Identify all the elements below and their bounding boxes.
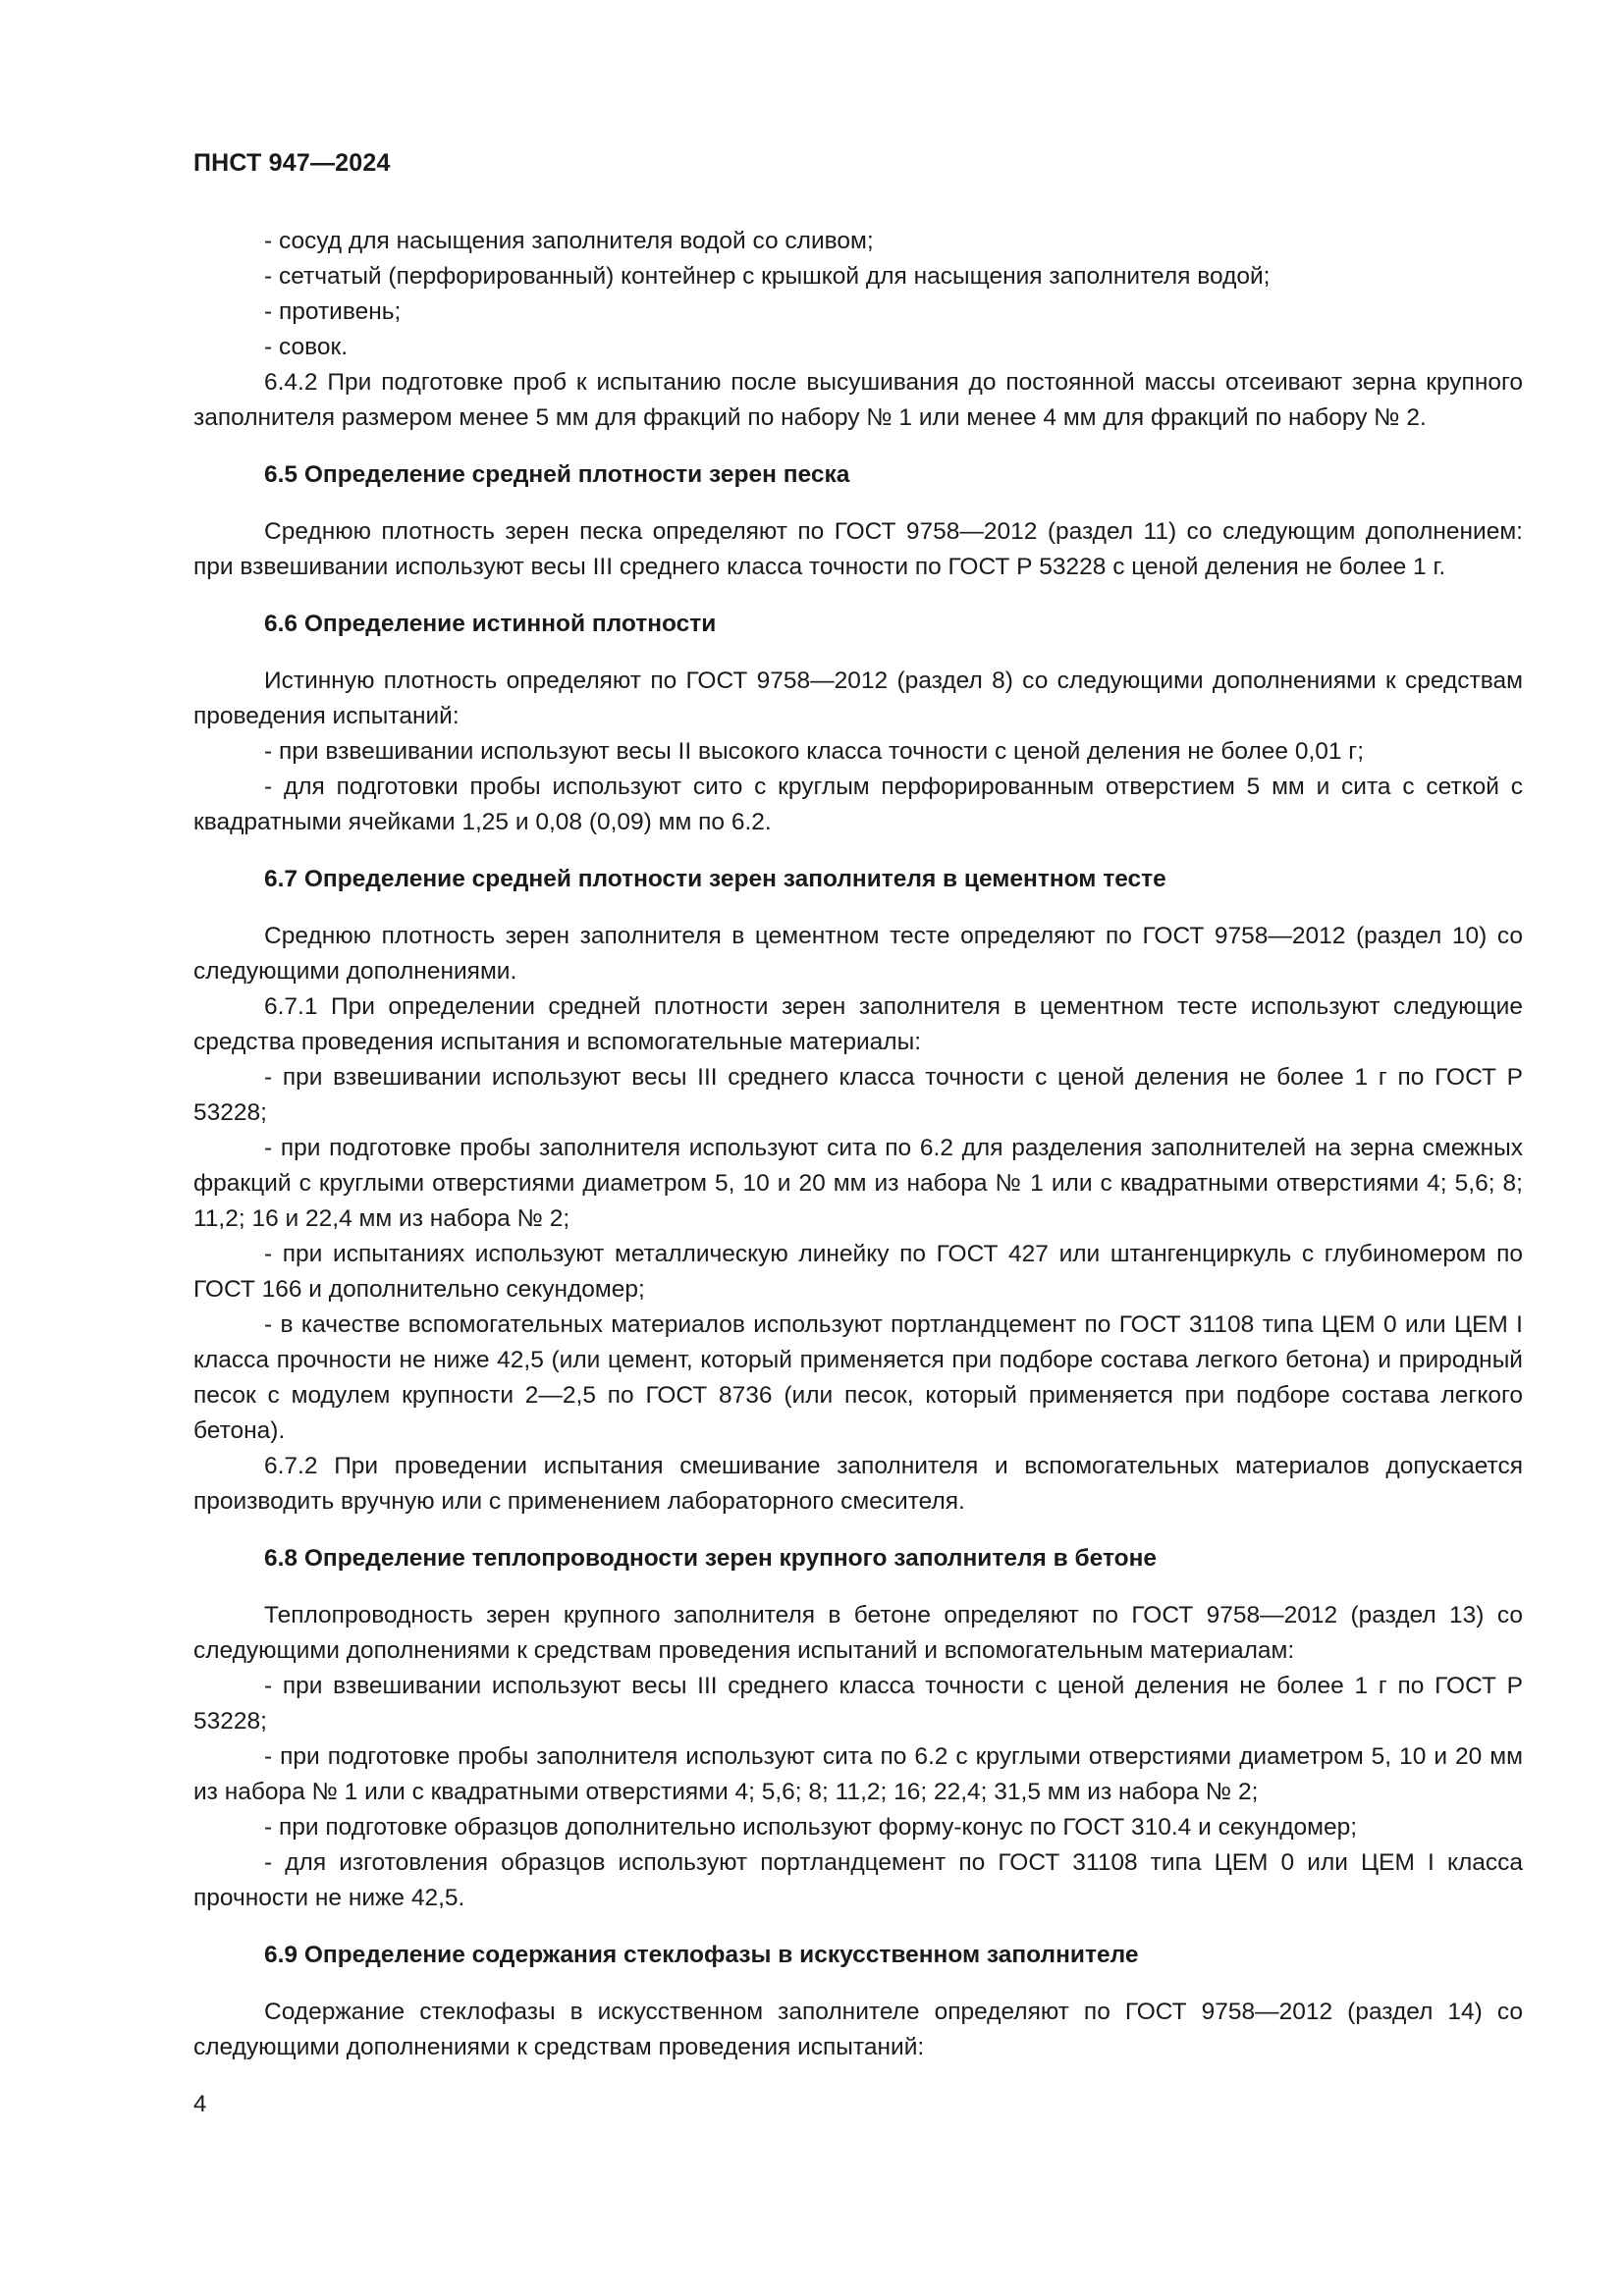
- list-item-materials: - в качестве вспомогательных материалов используют портландцемент по ГОСТ 31108 типа ЦЕМ 0 или ЦЕМ I класса прочности не ниже 42,5 (или цемент, который применяется при подборе состава легкого бетона) и природный песок с модулем крупности 2—2,5 по ГОСТ 8736 (или песок, который применяется при подборе состава легкого бетона).: [193, 1311, 1523, 1444]
- paragraph-6-7-1: 6.7.1 При определении средней плотности зерен заполнителя в цементном тесте используют следующие средства проведения испытания и вспомогательные материалы:: [193, 993, 1523, 1055]
- document-body: [193, 224, 1523, 2065]
- paragraph-6-5: Среднюю плотность зерен песка определяют по ГОСТ 9758—2012 (раздел 11) со следующим дополнением: при взвешивании используют весы III среднего класса точности по ГОСТ Р 53228 с ценой деления не более 1 г.: [193, 518, 1523, 580]
- section-heading-6-7: 6.7 Определение средней плотности зерен заполнителя в цементном тесте: [264, 866, 1166, 892]
- list-item-sieve: - для подготовки пробы используют сито с круглым перфорированным отверстием 5 мм и сита с сеткой с квадратными ячейками 1,25 и 0,08 (0,09) мм по 6.2.: [193, 774, 1523, 835]
- section-heading-6-5: 6.5 Определение средней плотности зерен песка: [264, 461, 850, 488]
- list-item-scales: - при взвешивании используют весы III среднего класса точности с ценой деления не более 1 г по ГОСТ Р 53228;: [193, 1064, 1523, 1126]
- paragraph-6-9: Содержание стеклофазы в искусственном заполнителе определяют по ГОСТ 9758—2012 (раздел 14) со следующими дополнениями к средствам проведения испытаний:: [193, 1999, 1523, 2060]
- section-heading-6-9: 6.9 Определение содержания стеклофазы в искусственном заполнителе: [264, 1942, 1139, 1968]
- list-item-ruler: - при испытаниях используют металлическую линейку по ГОСТ 427 или штангенциркуль с глубиномером по ГОСТ 166 и дополнительно секундомер;: [193, 1241, 1523, 1303]
- paragraph-6-8: Теплопроводность зерен крупного заполнителя в бетоне определяют по ГОСТ 9758—2012 (раздел 13) со следующими дополнениями к средствам проведения испытаний и вспомогательным материалам:: [193, 1602, 1523, 1664]
- paragraph-6-6: Истинную плотность определяют по ГОСТ 9758—2012 (раздел 8) со следующими дополнениями к средствам проведения испытаний:: [193, 667, 1523, 729]
- list-item-sieves: - при подготовке пробы заполнителя используют сита по 6.2 с круглыми отверстиями диаметром 5, 10 и 20 мм из набора № 1 или с квадратными отверстиями 4; 5,6; 8; 11,2; 16; 22,4; 31,5 мм из набора № 2;: [193, 1743, 1523, 1805]
- paragraph-6-7: Среднюю плотность зерен заполнителя в цементном тесте определяют по ГОСТ 9758—2012 (раздел 10) со следующими дополнениями.: [193, 923, 1523, 985]
- list-item-tray: - противень;: [264, 298, 402, 325]
- section-heading-6-6: 6.6 Определение истинной плотности: [264, 611, 717, 637]
- section-heading-6-8: 6.8 Определение теплопроводности зерен крупного заполнителя в бетоне: [264, 1545, 1158, 1572]
- paragraph-6-4-2: 6.4.2 При подготовке проб к испытанию после высушивания до постоянной массы отсеивают зерна крупного заполнителя размером менее 5 мм для фракций по набору № 1 или менее 4 мм для фракций по набору № 2.: [193, 369, 1523, 431]
- document-header: ПНСТ 947—2024: [193, 149, 391, 177]
- list-item-cement: - для изготовления образцов используют портландцемент по ГОСТ 31108 типа ЦЕМ 0 или ЦЕМ I класса прочности не ниже 42,5.: [193, 1849, 1523, 1911]
- list-item-scoop: - совок.: [264, 334, 349, 360]
- paragraph-6-7-2: 6.7.2 При проведении испытания смешивание заполнителя и вспомогательных материалов допускается производить вручную или с применением лабораторного смесителя.: [193, 1453, 1523, 1515]
- list-item-vessel: - сосуд для насыщения заполнителя водой со сливом;: [264, 228, 874, 254]
- page-number: 4: [193, 2091, 207, 2117]
- list-item-sieves: - при подготовке пробы заполнителя используют сита по 6.2 для разделения заполнителей на зерна смежных фракций с круглыми отверстиями диаметром 5, 10 и 20 мм из набора № 1 или с квадратными отверстиями 4; 5,6; 8; 11,2; 16 и 22,4 мм из набора № 2;: [193, 1135, 1523, 1232]
- list-item-container: - сетчатый (перфорированный) контейнер с крышкой для насыщения заполнителя водой;: [264, 263, 1271, 290]
- list-item-scales: - при взвешивании используют весы II высокого класса точности с ценой деления не более 0,01 г;: [264, 738, 1365, 765]
- list-item-scales: - при взвешивании используют весы III среднего класса точности с ценой деления не более 1 г по ГОСТ Р 53228;: [193, 1673, 1523, 1735]
- list-item-cone-form: - при подготовке образцов дополнительно используют форму-конус по ГОСТ 310.4 и секундомер;: [264, 1814, 1358, 1841]
